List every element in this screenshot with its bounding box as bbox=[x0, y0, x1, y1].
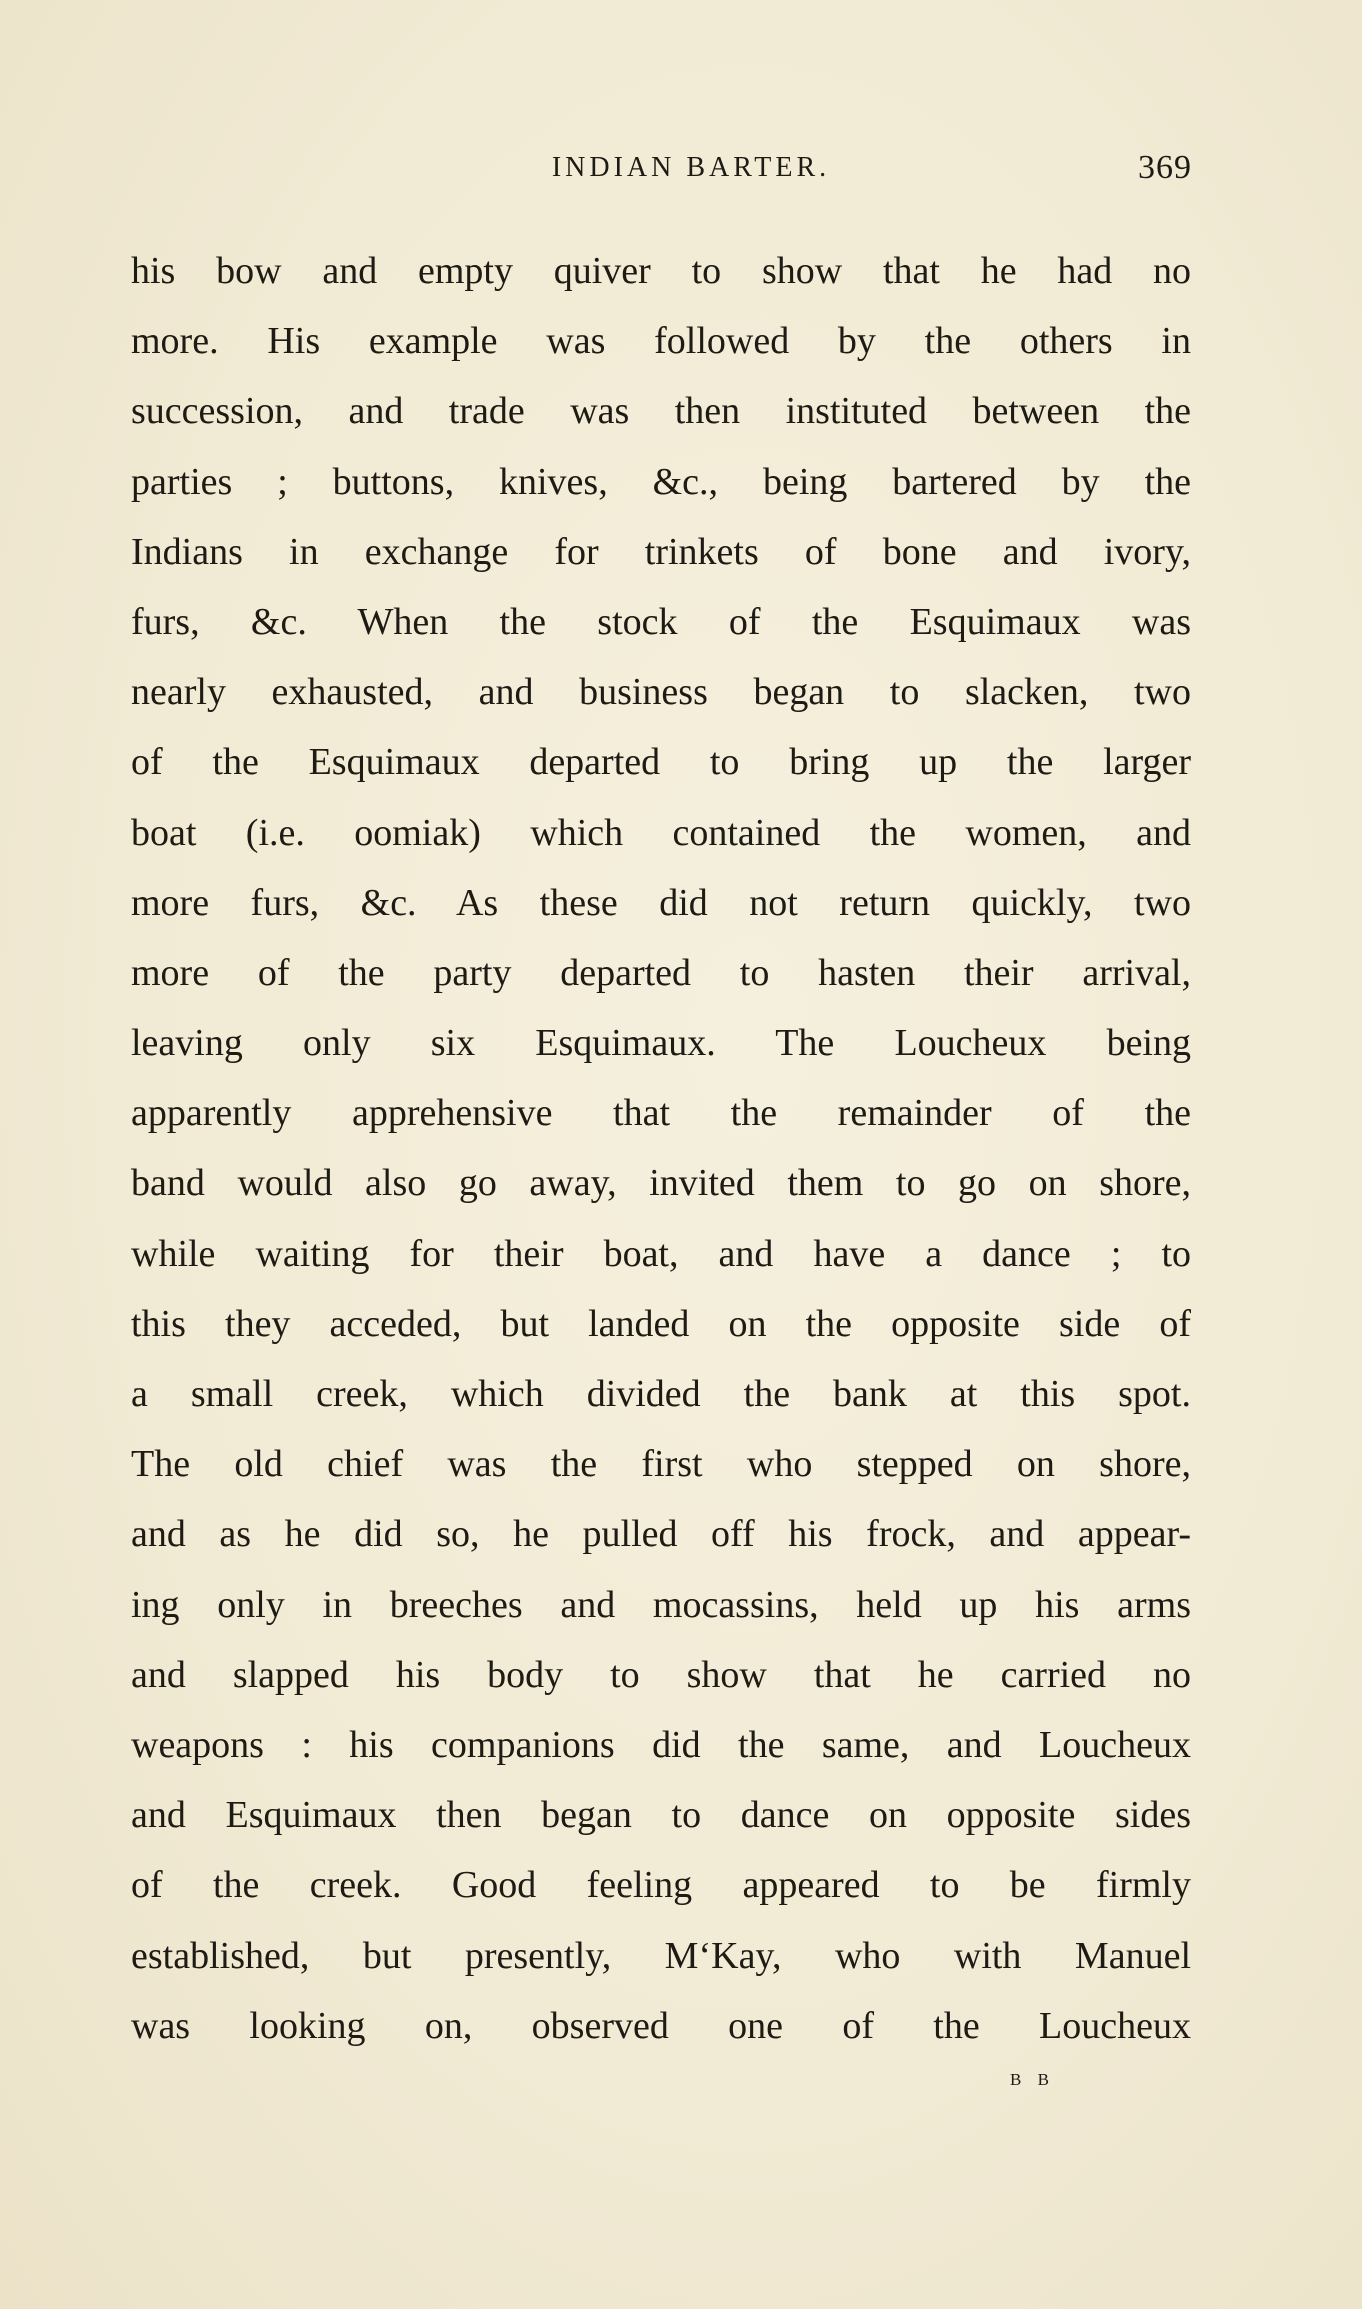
text-line: was looking on, observed one of the Loucheux bbox=[131, 2004, 1191, 2047]
text-line: nearly exhausted, and business began to slacken, two bbox=[131, 671, 1191, 714]
text-line: weapons : his companions did the same, and Loucheux bbox=[131, 1723, 1191, 1766]
body-text bbox=[131, 236, 1191, 2061]
text-line: succession, and trade was then instituted between the bbox=[131, 390, 1191, 433]
text-line: of the Esquimaux departed to bring up the larger bbox=[131, 741, 1191, 784]
text-line: more. His example was followed by the others in bbox=[131, 320, 1191, 363]
running-title: INDIAN BARTER. bbox=[551, 152, 831, 183]
text-line: Indians in exchange for trinkets of bone and ivory, bbox=[131, 530, 1191, 573]
text-line: ing only in breeches and mocassins, held up his arms bbox=[131, 1583, 1191, 1626]
text-line: more of the party departed to hasten their arrival, bbox=[131, 951, 1191, 994]
text-line: a small creek, which divided the bank at this spot. bbox=[131, 1373, 1191, 1415]
text-line: boat (i.e. oomiak) which contained the women, and bbox=[131, 811, 1191, 854]
signature-mark: B B bbox=[1010, 2070, 1055, 2089]
text-line: leaving only six Esquimaux. The Loucheux being bbox=[131, 1022, 1191, 1065]
text-line: his bow and empty quiver to show that he had no bbox=[131, 250, 1191, 292]
text-line: The old chief was the first who stepped on shore, bbox=[131, 1443, 1191, 1486]
text-line: and Esquimaux then began to dance on opposite sides bbox=[131, 1794, 1191, 1837]
text-line: and as he did so, he pulled off his frock, and appear- bbox=[131, 1513, 1191, 1556]
text-line: furs, &c. When the stock of the Esquimaux was bbox=[131, 600, 1191, 643]
text-line: of the creek. Good feeling appeared to be firmly bbox=[131, 1864, 1191, 1907]
page-number: 369 bbox=[1138, 149, 1192, 186]
text-line: band would also go away, invited them to go on shore, bbox=[131, 1162, 1191, 1205]
running-head bbox=[130, 146, 1192, 190]
text-line: established, but presently, M‘Kay, who with Manuel bbox=[131, 1934, 1191, 1977]
text-line: parties ; buttons, knives, &c., being bartered by the bbox=[131, 460, 1191, 503]
text-line: this they acceded, but landed on the opposite side of bbox=[131, 1302, 1191, 1345]
text-line: while waiting for their boat, and have a dance ; to bbox=[131, 1232, 1191, 1275]
text-line: more furs, &c. As these did not return quickly, two bbox=[131, 881, 1191, 924]
text-line: apparently apprehensive that the remainder of the bbox=[131, 1092, 1191, 1135]
text-line: and slapped his body to show that he carried no bbox=[131, 1653, 1191, 1696]
